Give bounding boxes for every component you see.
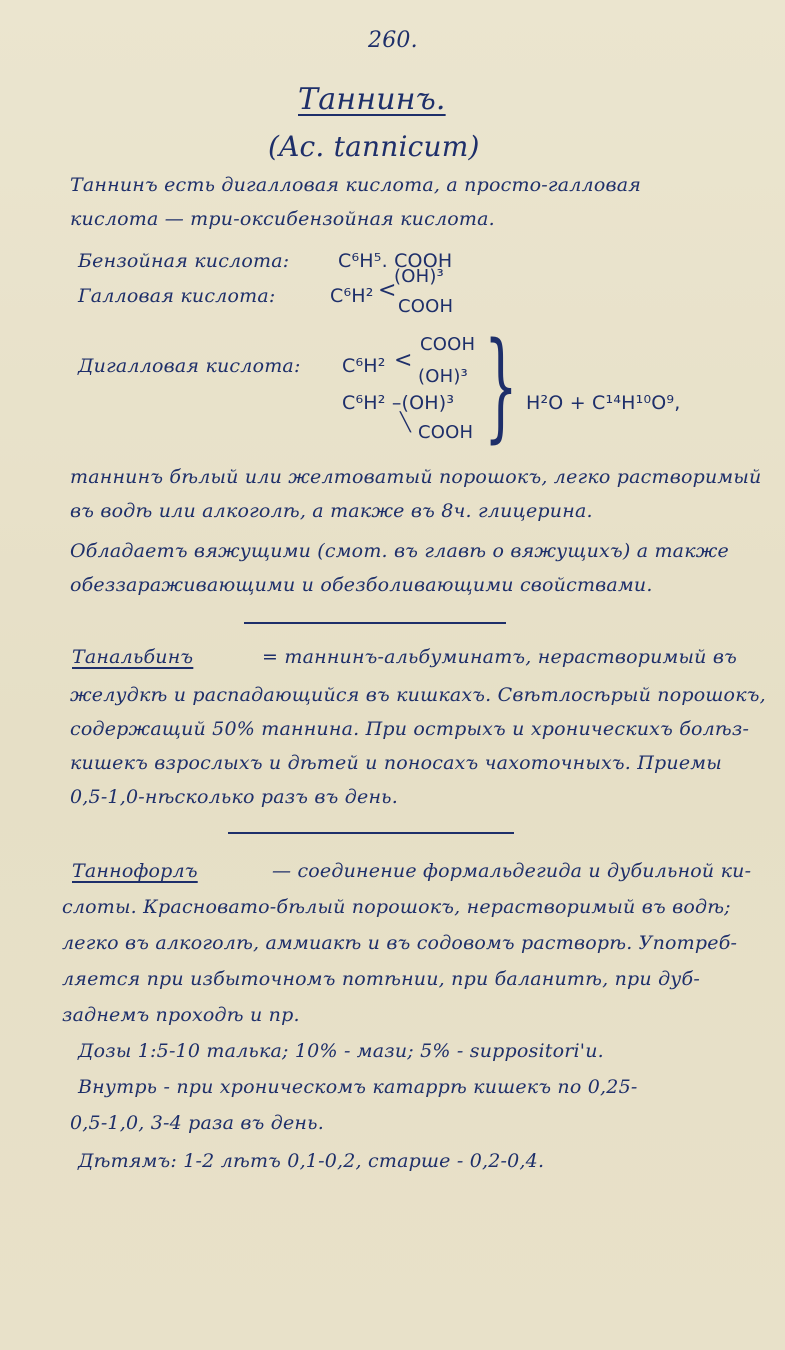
intro-line-2: кислота — три-оксибензойная кислота. <box>70 208 495 230</box>
gallic-acid-core: C⁶H² <box>330 285 374 307</box>
tannalbin-line-3: содержащий 50% таннина. При острыхъ и хроническихъ болѣз- <box>70 718 750 740</box>
tannalbin-line-4: кишекъ взрослыхъ и дѣтей и поносахъ чахоточныхъ. Приемы <box>70 752 722 774</box>
tannoform-line-7: Внутрь - при хроническомъ катаррѣ кишекъ по 0,25- <box>78 1076 638 1098</box>
benzoic-acid-label: Бензойная кислота: <box>78 250 290 272</box>
gallic-branch-lines: < <box>378 278 397 303</box>
section-divider-1 <box>244 622 506 624</box>
description-line-3: Обладаетъ вяжущими (смот. въ главѣ о вяжущихъ) а также <box>70 540 729 562</box>
tannoform-line-8: 0,5-1,0, 3-4 раза въ день. <box>70 1112 324 1134</box>
page-title: Таннинъ. <box>298 82 446 117</box>
digallic-row1-top-group: COOH <box>420 334 476 355</box>
digallic-branch-lines: < <box>394 348 413 373</box>
digallic-row2-branch-line: ╲ <box>400 412 412 433</box>
gallic-acid-label: Галловая кислота: <box>78 285 276 307</box>
digallic-row2-bottom-group: COOH <box>418 422 474 443</box>
digallic-row1-core: C⁶H² <box>342 355 386 377</box>
tannoform-line-3: легко въ алкоголѣ, аммиакѣ и въ содовомъ растворѣ. Употреб- <box>62 932 738 954</box>
tannoform-line-6: Дозы 1:5-10 талька; 10% - мази; 5% - suppositori'и. <box>78 1040 604 1062</box>
digallic-row1-bottom-group: (OH)³ <box>418 366 468 387</box>
tannoform-line-2: слоты. Красновато-бѣлый порошокъ, нерастворимый въ водѣ; <box>62 896 731 918</box>
page-subtitle: (Ac. tannicum) <box>268 130 480 163</box>
gallic-acid-top-group: (OH)³ <box>394 266 444 287</box>
section-divider-2 <box>228 832 514 834</box>
formula-brace: } <box>484 316 518 454</box>
intro-line-1: Таннинъ есть дигалловая кислота, а просто-галловая <box>70 174 642 196</box>
digallic-acid-label: Дигалловая кислота: <box>78 355 301 377</box>
gallic-acid-bottom-group: COOH <box>398 296 454 317</box>
tannoform-heading: Таннофорлъ <box>72 860 198 882</box>
tannalbin-heading: Танальбинъ <box>72 646 194 668</box>
digallic-result-formula: H²O + C¹⁴H¹⁰O⁹, <box>526 392 681 414</box>
tannalbin-line-2: желудкѣ и распадающийся въ кишкахъ. Свѣтлосѣрый порошокъ, <box>70 684 766 706</box>
tannalbin-line-5: 0,5-1,0-нѣсколько разъ въ день. <box>70 786 398 808</box>
description-line-1: таннинъ бѣлый или желтоватый порошокъ, легко растворимый <box>70 466 762 488</box>
tannoform-line-1: — соединение формальдегида и дубильной ки- <box>272 860 752 882</box>
description-line-2: въ водѣ или алкоголѣ, а также въ 8ч. глицерина. <box>70 500 593 522</box>
digallic-row2-formula: C⁶H² –(OH)³ <box>342 392 455 414</box>
page-number: 260. <box>368 28 418 53</box>
tannoform-line-4: ляется при избыточномъ потѣнии, при баланитѣ, при дуб- <box>62 968 700 990</box>
benzoic-acid-formula: C⁶H⁵. COOH <box>338 250 453 272</box>
description-line-4: обеззараживающими и обезболивающими свойствами. <box>70 574 653 596</box>
tannalbin-line-1: = таннинъ-альбуминатъ, нерастворимый въ <box>262 646 737 668</box>
tannoform-line-5: заднемъ проходѣ и пр. <box>62 1004 300 1026</box>
tannoform-line-9: Дѣтямъ: 1-2 лѣтъ 0,1-0,2, старше - 0,2-0,4. <box>78 1150 545 1172</box>
